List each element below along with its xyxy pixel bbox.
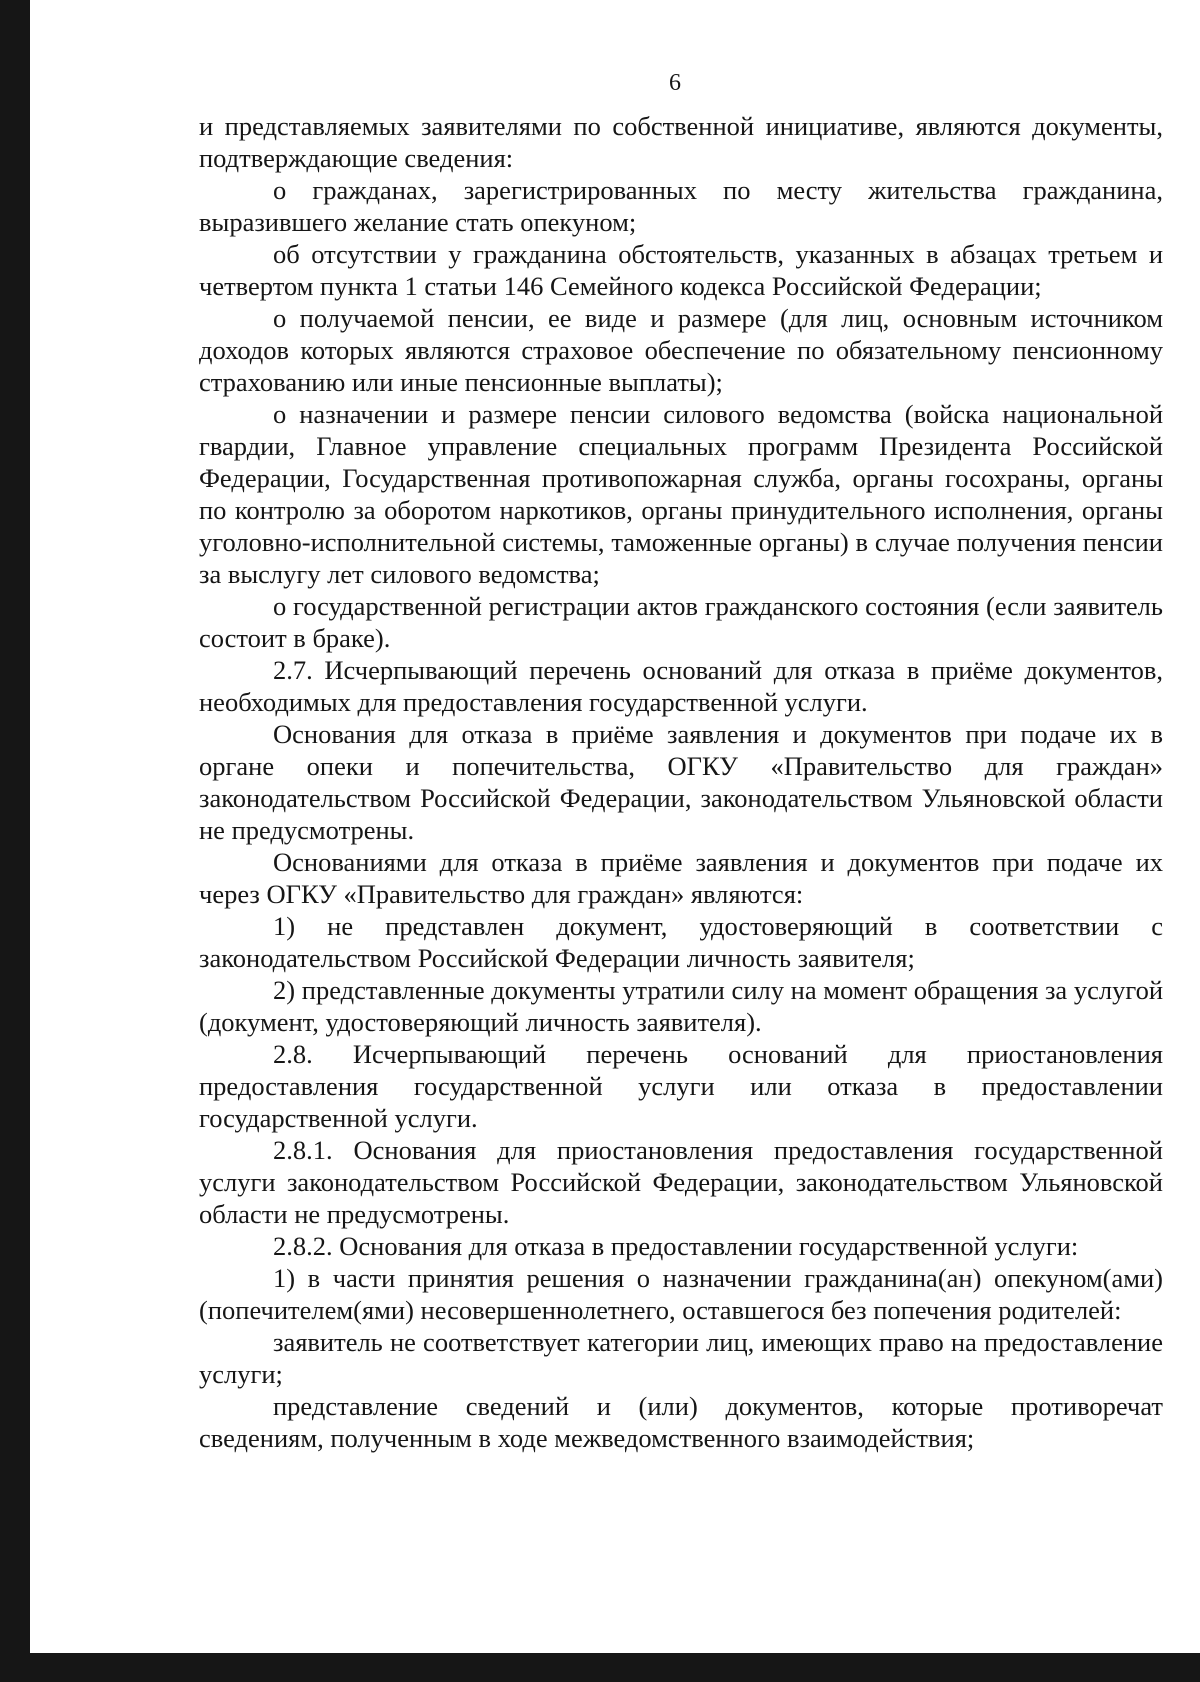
paragraph: о получаемой пенсии, ее виде и размере (для лиц, основным источником доходов которых являются страховое обеспечение по обязательному пенсионному страхованию или иные пенсионные выплаты); xyxy=(199,303,1163,397)
page-number: 6 xyxy=(669,70,681,96)
scan-gap xyxy=(30,1646,1200,1653)
list-item: 1) в части принятия решения о назначении гражданина(ан) опекуном(ами) (попечителем(ями) несовершеннолетнего, оставшегося без попечения родителей: xyxy=(199,1263,1163,1325)
paragraph: о гражданах, зарегистрированных по месту жительства гражданина, выразившего желание стать опекуном; xyxy=(199,175,1163,237)
paragraph: 2.8.1. Основания для приостановления предоставления государственной услуги законодательством Российской Федерации, законодательством Ульяновской области не предусмотрены. xyxy=(199,1135,1163,1229)
scan-border-left xyxy=(0,0,30,1682)
list-item: 2) представленные документы утратили силу на момент обращения за услугой (документ, удостоверяющий личность заявителя). xyxy=(199,975,1163,1037)
scan-border-bottom xyxy=(0,1653,1200,1682)
document-body xyxy=(199,110,1163,1454)
paragraph: заявитель не соответствует категории лиц, имеющих право на предоставление услуги; xyxy=(199,1327,1163,1389)
section-heading: 2.7. Исчерпывающий перечень оснований для отказа в приёме документов, необходимых для предоставления государственной услуги. xyxy=(199,655,1163,717)
paragraph: о назначении и размере пенсии силового ведомства (войска национальной гвардии, Главное управление специальных программ Президента Российской Федерации, Государственная противопожарная служба, органы госохраны, органы по контролю за оборотом наркотиков, органы принудительного исполнения, органы уголовно-исполнительной системы, таможенные органы) в случае получения пенсии за выслугу лет силового ведомства; xyxy=(199,399,1163,589)
paragraph: и представляемых заявителями по собственной инициативе, являются документы, подтверждающие сведения: xyxy=(199,111,1163,173)
paragraph: Основаниями для отказа в приёме заявления и документов при подаче их через ОГКУ «Правительство для граждан» являются: xyxy=(199,847,1163,909)
paragraph: представление сведений и (или) документов, которые противоречат сведениям, полученным в ходе межведомственного взаимодействия; xyxy=(199,1391,1163,1453)
paragraph: о государственной регистрации актов гражданского состояния (если заявитель состоит в браке). xyxy=(199,591,1163,653)
paragraph: об отсутствии у гражданина обстоятельств, указанных в абзацах третьем и четвертом пункта 1 статьи 146 Семейного кодекса Российской Федерации; xyxy=(199,239,1163,301)
paragraph: 2.8.2. Основания для отказа в предоставлении государственной услуги: xyxy=(273,1231,1079,1261)
paragraph: Основания для отказа в приёме заявления и документов при подаче их в органе опеки и попечительства, ОГКУ «Правительство для граждан» законодательством Российской Федерации, законодательством Ульяновской области не предусмотрены. xyxy=(199,719,1163,845)
section-heading: 2.8. Исчерпывающий перечень оснований для приостановления предоставления государственной услуги или отказа в предоставлении государственной услуги. xyxy=(199,1039,1163,1133)
list-item: 1) не представлен документ, удостоверяющий в соответствии с законодательством Российской Федерации личность заявителя; xyxy=(199,911,1163,973)
